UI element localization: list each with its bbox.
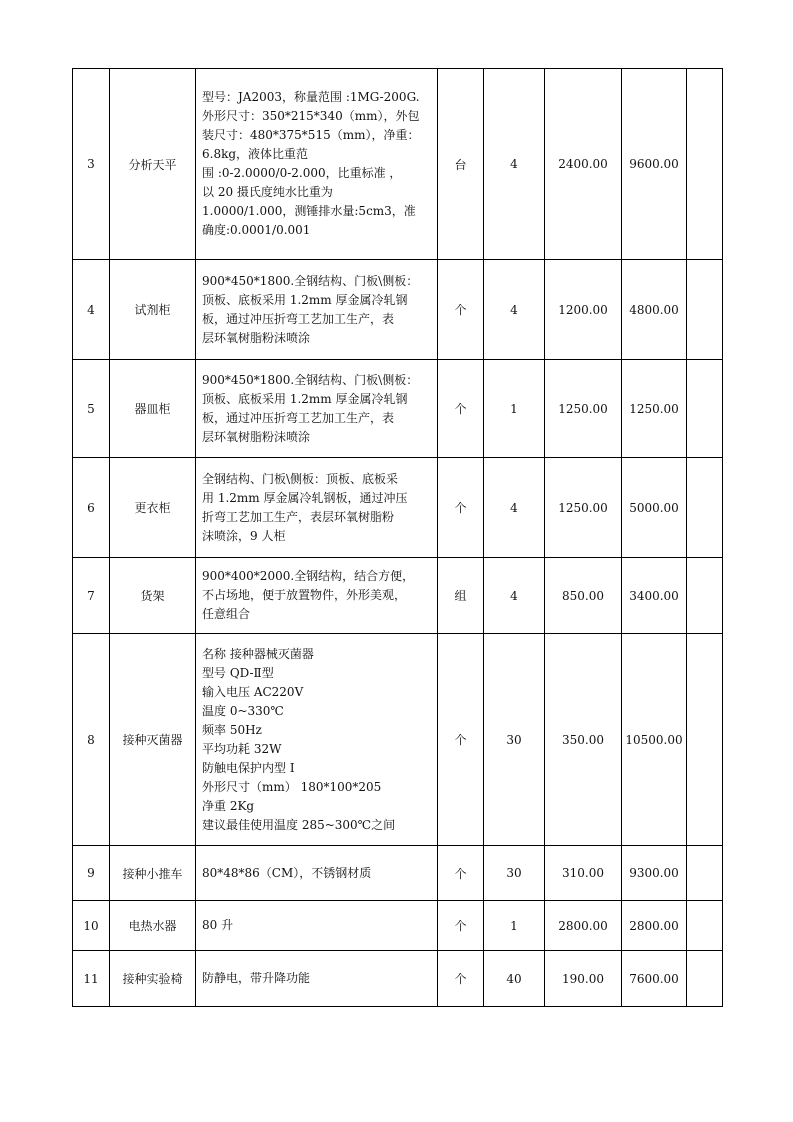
unit-price-cell: 850.00 xyxy=(545,558,622,634)
remarks-cell xyxy=(687,846,723,901)
total-price-cell: 1250.00 xyxy=(622,360,687,458)
quantity-cell: 4 xyxy=(484,558,545,634)
unit-cell: 个 xyxy=(438,260,484,360)
unit-cell: 个 xyxy=(438,458,484,558)
table-row xyxy=(73,846,723,901)
spec-cell: 型号：JA2003，称量范围 :1MG-200G. 外形尺寸：350*215*340（mm），外包 装尺寸：480*375*515（mm），净重： 6.8kg，液体比重范 围 :0-2.0000/0-2.000，比重标准 ， 以 20 摄氏度纯水比重为 1.0000/1.000，测锤排水量:5cm3，准 确度:0.0001/0.001 xyxy=(196,69,438,260)
row-number-cell: 6 xyxy=(73,458,110,558)
unit-cell: 台 xyxy=(438,69,484,260)
spec-cell: 全钢结构、门板\侧板：顶板、底板采 用 1.2mm 厚金属冷轧钢板，通过冲压 折弯工艺加工生产，表层环氧树脂粉 沫喷涂，9 人柜 xyxy=(196,458,438,558)
quantity-cell: 4 xyxy=(484,260,545,360)
item-name-cell: 分析天平 xyxy=(110,69,196,260)
total-price-cell: 7600.00 xyxy=(622,951,687,1007)
unit-price-cell: 1250.00 xyxy=(545,458,622,558)
unit-cell: 个 xyxy=(438,634,484,846)
table-body xyxy=(73,69,723,1007)
item-name-cell: 接种灭菌器 xyxy=(110,634,196,846)
row-number-cell: 10 xyxy=(73,901,110,951)
remarks-cell xyxy=(687,260,723,360)
total-price-cell: 9600.00 xyxy=(622,69,687,260)
unit-price-cell: 1250.00 xyxy=(545,360,622,458)
total-price-cell: 4800.00 xyxy=(622,260,687,360)
table-row xyxy=(73,360,723,458)
row-number-cell: 7 xyxy=(73,558,110,634)
unit-price-cell: 1200.00 xyxy=(545,260,622,360)
remarks-cell xyxy=(687,360,723,458)
item-name-cell: 接种实验椅 xyxy=(110,951,196,1007)
spec-cell: 900*400*2000.全钢结构，结合方便， 不占场地，便于放置物件，外形美观， 任意组合 xyxy=(196,558,438,634)
row-number-cell: 5 xyxy=(73,360,110,458)
unit-price-cell: 2400.00 xyxy=(545,69,622,260)
remarks-cell xyxy=(687,458,723,558)
row-number-cell: 4 xyxy=(73,260,110,360)
unit-cell: 个 xyxy=(438,901,484,951)
row-number-cell: 8 xyxy=(73,634,110,846)
table-row xyxy=(73,951,723,1007)
row-number-cell: 9 xyxy=(73,846,110,901)
spec-cell: 防静电，带升降功能 xyxy=(196,951,438,1007)
total-price-cell: 10500.00 xyxy=(622,634,687,846)
unit-price-cell: 310.00 xyxy=(545,846,622,901)
unit-cell: 组 xyxy=(438,558,484,634)
item-name-cell: 试剂柜 xyxy=(110,260,196,360)
quantity-cell: 4 xyxy=(484,69,545,260)
table-row xyxy=(73,458,723,558)
unit-price-cell: 190.00 xyxy=(545,951,622,1007)
spec-cell: 名称 接种器械灭菌器 型号 QD-Ⅱ型 输入电压 AC220V 温度 0~330℃ 频率 50Hz 平均功耗 32W 防触电保护内型 Ⅰ 外形尺寸（mm） 180*100*205 净重 2Kg 建议最佳使用温度 285~300℃之间 xyxy=(196,634,438,846)
unit-cell: 个 xyxy=(438,951,484,1007)
item-name-cell: 电热水器 xyxy=(110,901,196,951)
item-name-cell: 更衣柜 xyxy=(110,458,196,558)
remarks-cell xyxy=(687,558,723,634)
total-price-cell: 5000.00 xyxy=(622,458,687,558)
unit-cell: 个 xyxy=(438,360,484,458)
remarks-cell xyxy=(687,69,723,260)
unit-price-cell: 350.00 xyxy=(545,634,622,846)
quantity-cell: 40 xyxy=(484,951,545,1007)
total-price-cell: 2800.00 xyxy=(622,901,687,951)
row-number-cell: 11 xyxy=(73,951,110,1007)
remarks-cell xyxy=(687,951,723,1007)
table-row xyxy=(73,260,723,360)
table-row xyxy=(73,901,723,951)
quantity-cell: 1 xyxy=(484,901,545,951)
total-price-cell: 9300.00 xyxy=(622,846,687,901)
remarks-cell xyxy=(687,634,723,846)
unit-cell: 个 xyxy=(438,846,484,901)
item-name-cell: 货架 xyxy=(110,558,196,634)
item-name-cell: 接种小推车 xyxy=(110,846,196,901)
unit-price-cell: 2800.00 xyxy=(545,901,622,951)
quantity-cell: 1 xyxy=(484,360,545,458)
row-number-cell: 3 xyxy=(73,69,110,260)
table-row xyxy=(73,69,723,260)
quantity-cell: 30 xyxy=(484,846,545,901)
spec-cell: 900*450*1800.全钢结构、门板\侧板： 顶板、底板采用 1.2mm 厚金属冷轧钢 板，通过冲压折弯工艺加工生产，表 层环氧树脂粉沫喷涂 xyxy=(196,260,438,360)
quantity-cell: 30 xyxy=(484,634,545,846)
equipment-table xyxy=(72,68,723,1007)
spec-cell: 900*450*1800.全钢结构、门板\侧板： 顶板、底板采用 1.2mm 厚金属冷轧钢 板，通过冲压折弯工艺加工生产，表 层环氧树脂粉沫喷涂 xyxy=(196,360,438,458)
spec-cell: 80*48*86（CM），不锈钢材质 xyxy=(196,846,438,901)
quantity-cell: 4 xyxy=(484,458,545,558)
total-price-cell: 3400.00 xyxy=(622,558,687,634)
spec-cell: 80 升 xyxy=(196,901,438,951)
table-row xyxy=(73,558,723,634)
table-row xyxy=(73,634,723,846)
remarks-cell xyxy=(687,901,723,951)
item-name-cell: 器皿柜 xyxy=(110,360,196,458)
